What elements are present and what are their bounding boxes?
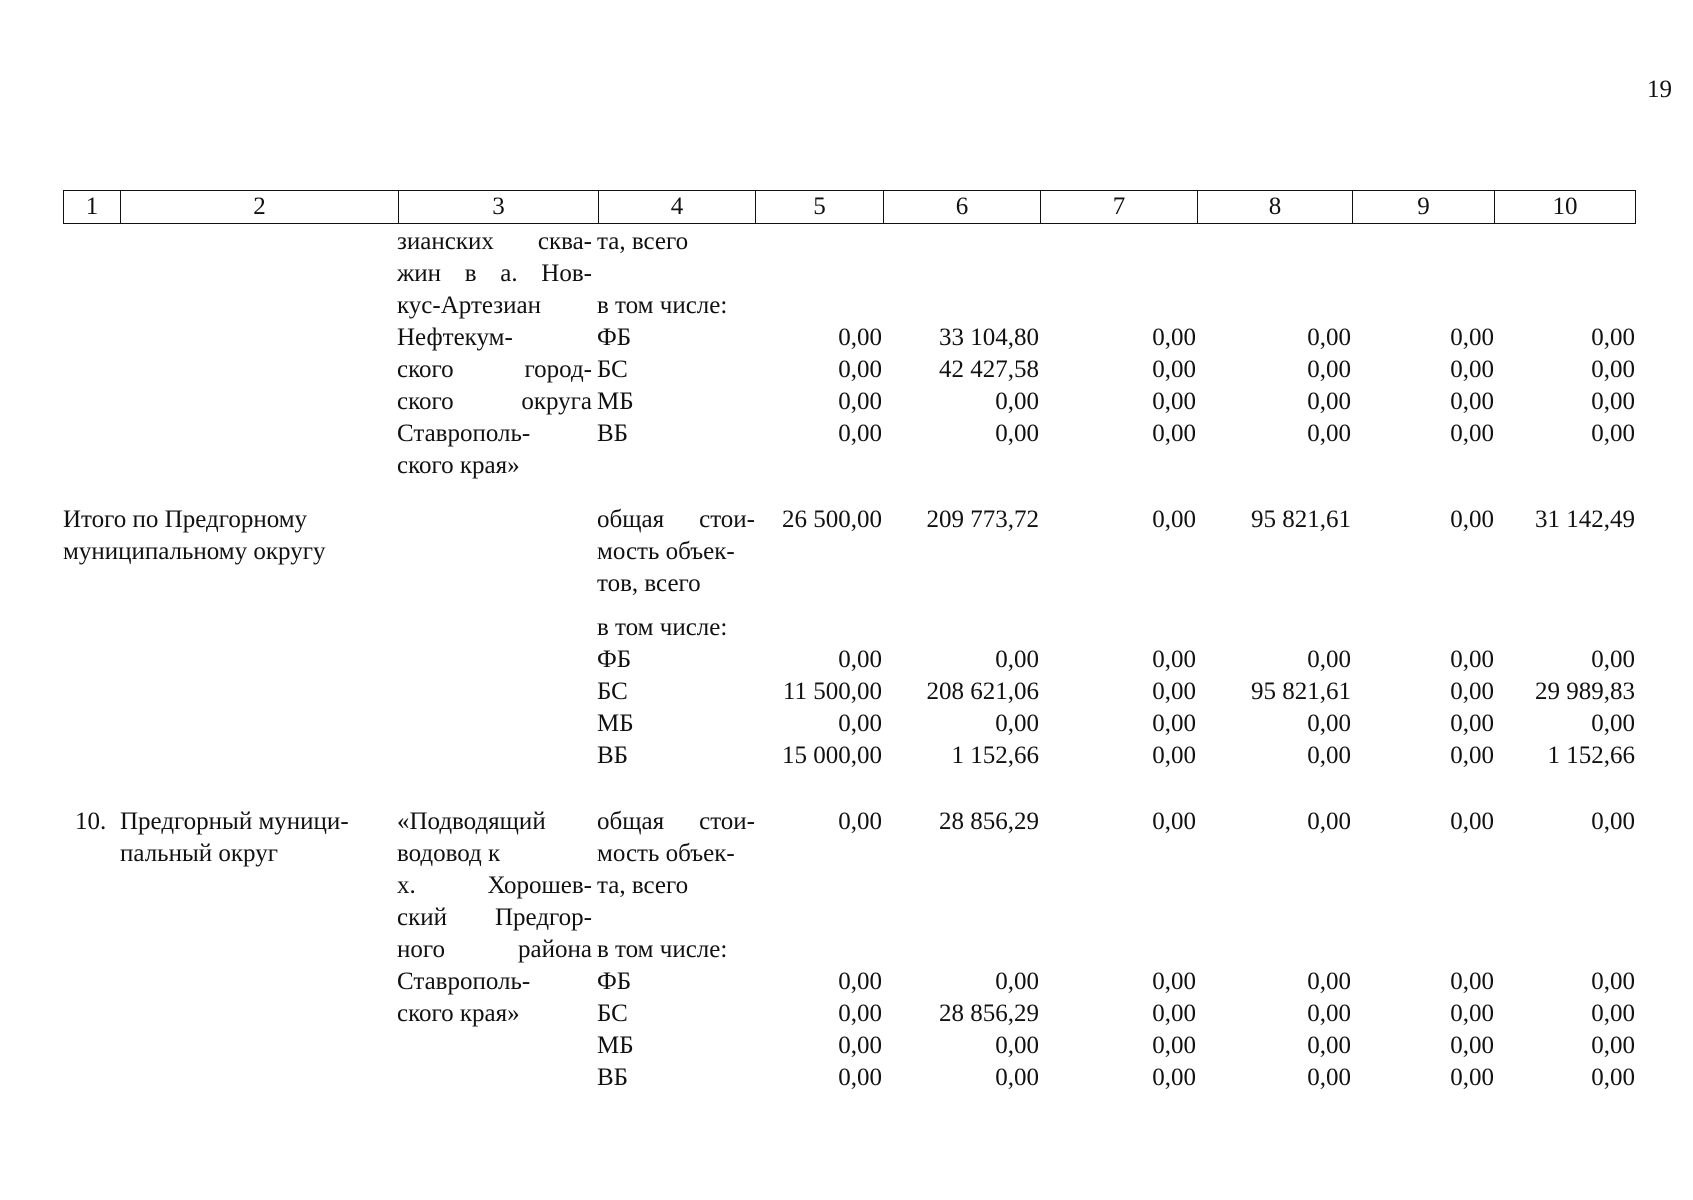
- value-cell: 0,00: [1450, 808, 1494, 835]
- value-cell: 0,00: [1591, 1032, 1635, 1059]
- column-header-cell: 3: [399, 191, 599, 224]
- table-row: [0, 1030, 1693, 1062]
- value-cell: 29 989,83: [1535, 678, 1635, 705]
- value-cell: 0,00: [838, 1032, 882, 1059]
- object-name-line: ского края»: [397, 452, 520, 479]
- value-cell: 0,00: [1591, 710, 1635, 737]
- table-row: [0, 258, 1693, 290]
- value-cell: 0,00: [1450, 1064, 1494, 1091]
- value-cell: 0,00: [1591, 1000, 1635, 1027]
- object-name-line: ского края»: [397, 1000, 520, 1027]
- value-cell: 0,00: [1450, 506, 1494, 533]
- value-cell: 0,00: [1591, 1064, 1635, 1091]
- cost-type-label: тов, всего: [597, 570, 701, 597]
- table-row: [0, 386, 1693, 418]
- table-row: [0, 290, 1693, 322]
- budget-source-label: ВБ: [597, 420, 629, 447]
- table-row: [0, 322, 1693, 354]
- table-row: [0, 806, 1693, 838]
- value-cell: 0,00: [838, 1000, 882, 1027]
- value-cell: 0,00: [1450, 324, 1494, 351]
- object-name-line: ского округа: [397, 388, 592, 415]
- table-row: [0, 504, 1693, 536]
- value-cell: 0,00: [1591, 388, 1635, 415]
- value-cell: 0,00: [1450, 420, 1494, 447]
- value-cell: 0,00: [1152, 808, 1196, 835]
- budget-source-label: ВБ: [597, 742, 629, 769]
- object-name-line: кус-Артезиан: [397, 292, 541, 319]
- value-cell: 28 856,29: [939, 808, 1039, 835]
- value-cell: 0,00: [1307, 968, 1351, 995]
- table-row: [0, 226, 1693, 258]
- value-cell: 0,00: [1152, 1064, 1196, 1091]
- value-cell: 0,00: [1450, 1000, 1494, 1027]
- table-row: [0, 644, 1693, 676]
- value-cell: 0,00: [838, 710, 882, 737]
- value-cell: 0,00: [995, 710, 1039, 737]
- value-cell: 0,00: [1450, 742, 1494, 769]
- value-cell: 0,00: [1307, 420, 1351, 447]
- object-name-line: «Подводящий: [397, 808, 546, 835]
- column-header-cell: 9: [1353, 191, 1495, 224]
- value-cell: 15 000,00: [782, 742, 882, 769]
- cost-type-label: общая стои-: [597, 506, 755, 533]
- budget-source-label: БС: [597, 678, 628, 705]
- value-cell: 0,00: [1152, 324, 1196, 351]
- budget-source-label: МБ: [597, 710, 634, 737]
- value-cell: 0,00: [1450, 968, 1494, 995]
- table-row: [0, 612, 1693, 644]
- row-number: 10.: [75, 808, 107, 835]
- value-cell: 1 152,66: [1547, 742, 1635, 769]
- value-cell: 0,00: [1152, 506, 1196, 533]
- value-cell: 0,00: [1307, 388, 1351, 415]
- table-row: [0, 870, 1693, 902]
- column-header-cell: 7: [1041, 191, 1198, 224]
- value-cell: 0,00: [1450, 646, 1494, 673]
- value-cell: 0,00: [1591, 356, 1635, 383]
- object-name-line: х. Хорошев-: [397, 872, 592, 899]
- object-name-line: ский Предгор-: [397, 904, 592, 931]
- total-title-line: Итого по Предгорному: [63, 506, 308, 533]
- value-cell: 0,00: [1307, 324, 1351, 351]
- page-number: 19: [1647, 76, 1672, 103]
- value-cell: 0,00: [838, 808, 882, 835]
- value-cell: 95 821,61: [1251, 506, 1351, 533]
- value-cell: 0,00: [1152, 742, 1196, 769]
- table-row: [0, 1062, 1693, 1094]
- value-cell: 0,00: [1591, 324, 1635, 351]
- value-cell: 0,00: [1450, 710, 1494, 737]
- table-row: [0, 934, 1693, 966]
- value-cell: 0,00: [1307, 808, 1351, 835]
- column-header-cell: 2: [121, 191, 399, 224]
- value-cell: 0,00: [1591, 420, 1635, 447]
- value-cell: 11 500,00: [782, 678, 882, 705]
- budget-source-label: МБ: [597, 1032, 634, 1059]
- value-cell: 0,00: [838, 646, 882, 673]
- cost-type-label: мость объек-: [597, 840, 735, 867]
- object-name-line: зианских сква-: [397, 228, 592, 255]
- value-cell: 0,00: [838, 968, 882, 995]
- value-cell: 31 142,49: [1535, 506, 1635, 533]
- value-cell: 0,00: [1307, 1064, 1351, 1091]
- value-cell: 0,00: [1307, 1000, 1351, 1027]
- column-header-cell: 8: [1198, 191, 1353, 224]
- value-cell: 0,00: [1450, 1032, 1494, 1059]
- including-label: в том числе:: [597, 614, 728, 641]
- table-row: [0, 676, 1693, 708]
- object-name-line: жин в а. Нов-: [397, 260, 592, 287]
- municipality-name-line: пальный округ: [120, 840, 278, 867]
- value-cell: 0,00: [838, 324, 882, 351]
- value-cell: 0,00: [1152, 388, 1196, 415]
- value-cell: 0,00: [1152, 420, 1196, 447]
- value-cell: 0,00: [1591, 646, 1635, 673]
- column-header-row: [64, 191, 1636, 224]
- value-cell: 0,00: [1307, 646, 1351, 673]
- object-name-line: Нефтекум-: [397, 324, 513, 351]
- column-header-cell: 5: [756, 191, 884, 224]
- value-cell: 0,00: [995, 968, 1039, 995]
- value-cell: 0,00: [995, 1064, 1039, 1091]
- table-row: [0, 418, 1693, 450]
- budget-source-label: МБ: [597, 388, 634, 415]
- table-row: [0, 966, 1693, 998]
- total-title-line: муниципальному округу: [63, 538, 326, 565]
- object-name-line: Ставрополь-: [397, 968, 531, 995]
- value-cell: 0,00: [1152, 356, 1196, 383]
- table-row: [0, 838, 1693, 870]
- including-label: в том числе:: [597, 936, 728, 963]
- column-header-table: [63, 190, 1636, 224]
- object-name-line: ского город-: [397, 356, 592, 383]
- value-cell: 28 856,29: [939, 1000, 1039, 1027]
- value-cell: 0,00: [1450, 678, 1494, 705]
- value-cell: 1 152,66: [951, 742, 1039, 769]
- object-name-line: ного района: [397, 936, 592, 963]
- value-cell: 0,00: [1307, 356, 1351, 383]
- value-cell: 42 427,58: [939, 356, 1039, 383]
- value-cell: 0,00: [1152, 1032, 1196, 1059]
- object-name-line: Ставрополь-: [397, 420, 531, 447]
- table-row: [0, 354, 1693, 386]
- budget-source-label: ФБ: [597, 646, 632, 673]
- budget-source-label: БС: [597, 356, 628, 383]
- value-cell: 0,00: [1591, 968, 1635, 995]
- value-cell: 0,00: [995, 646, 1039, 673]
- value-cell: 0,00: [1152, 968, 1196, 995]
- value-cell: 0,00: [1152, 1000, 1196, 1027]
- column-header-cell: 6: [884, 191, 1041, 224]
- municipality-name-line: Предгорный муници-: [120, 808, 349, 835]
- value-cell: 26 500,00: [782, 506, 882, 533]
- table-row: [0, 902, 1693, 934]
- budget-source-label: ФБ: [597, 968, 632, 995]
- budget-source-label: ФБ: [597, 324, 632, 351]
- value-cell: 0,00: [995, 388, 1039, 415]
- value-cell: 0,00: [1450, 388, 1494, 415]
- value-cell: 0,00: [1152, 678, 1196, 705]
- table-row: [0, 740, 1693, 772]
- value-cell: 0,00: [838, 356, 882, 383]
- cost-type-label: та, всего: [597, 228, 689, 255]
- value-cell: 0,00: [1307, 1032, 1351, 1059]
- value-cell: 0,00: [995, 420, 1039, 447]
- table-row: [0, 998, 1693, 1030]
- value-cell: 0,00: [1307, 710, 1351, 737]
- column-header-cell: 4: [599, 191, 756, 224]
- value-cell: 0,00: [1152, 646, 1196, 673]
- value-cell: 209 773,72: [926, 506, 1039, 533]
- value-cell: 0,00: [838, 1064, 882, 1091]
- column-header-cell: 1: [64, 191, 121, 224]
- including-label: в том числе:: [597, 292, 728, 319]
- value-cell: 33 104,80: [939, 324, 1039, 351]
- value-cell: 0,00: [1307, 742, 1351, 769]
- cost-type-label: та, всего: [597, 872, 689, 899]
- value-cell: 0,00: [838, 388, 882, 415]
- budget-source-label: БС: [597, 1000, 628, 1027]
- value-cell: 0,00: [995, 1032, 1039, 1059]
- table-row: [0, 450, 1693, 482]
- table-row: [0, 708, 1693, 740]
- value-cell: 0,00: [1152, 710, 1196, 737]
- object-name-line: водовод к: [397, 840, 501, 867]
- value-cell: 208 621,06: [926, 678, 1039, 705]
- value-cell: 0,00: [838, 420, 882, 447]
- value-cell: 0,00: [1591, 808, 1635, 835]
- table-row: [0, 568, 1693, 600]
- cost-type-label: общая стои-: [597, 808, 755, 835]
- value-cell: 0,00: [1450, 356, 1494, 383]
- column-header-cell: 10: [1495, 191, 1636, 224]
- table-row: [0, 536, 1693, 568]
- cost-type-label: мость объек-: [597, 538, 735, 565]
- value-cell: 95 821,61: [1251, 678, 1351, 705]
- budget-source-label: ВБ: [597, 1064, 629, 1091]
